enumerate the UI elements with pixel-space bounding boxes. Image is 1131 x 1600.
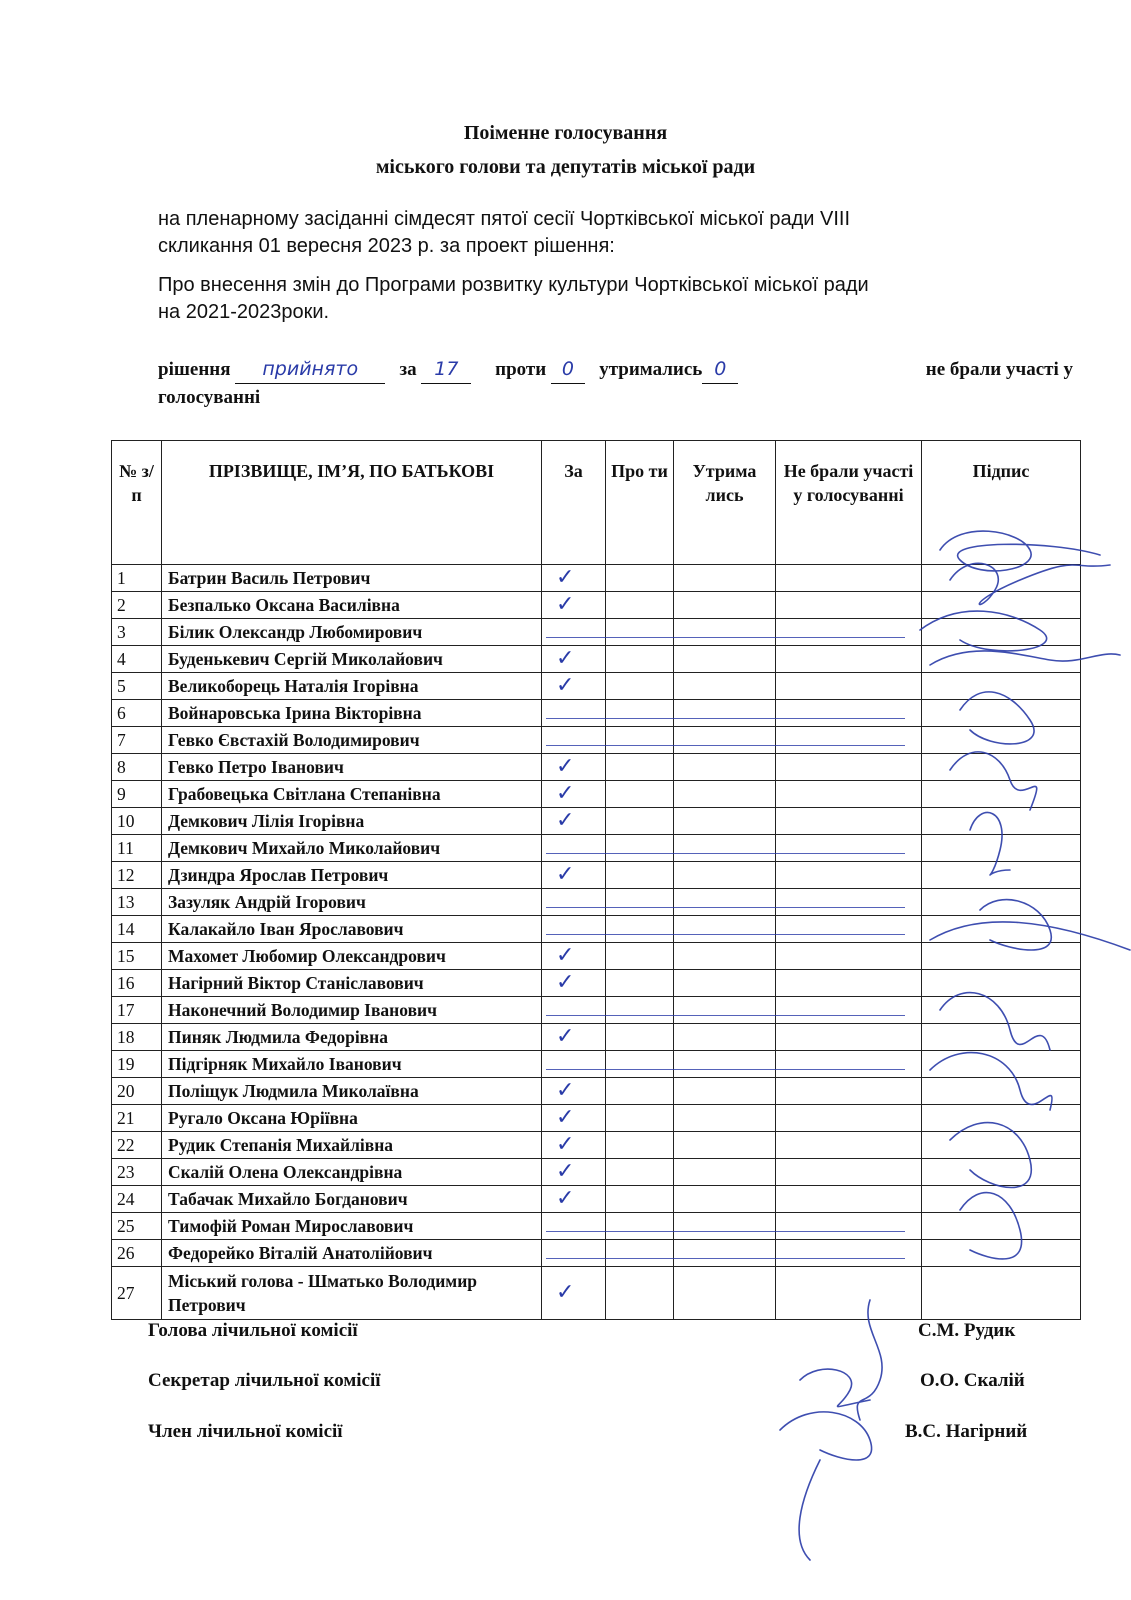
row-num: 3 [112, 619, 162, 646]
row-num: 24 [112, 1186, 162, 1213]
row-name: Демкович Лілія Ігорівна [162, 808, 542, 835]
row-abstain [674, 754, 776, 781]
row-for-mark: ✓ [542, 1105, 606, 1132]
row-name: Табачак Михайло Богданович [162, 1186, 542, 1213]
document-title-line2: міського голови та депутатів міської ради [375, 156, 756, 178]
row-num: 23 [112, 1159, 162, 1186]
for-count: 17 [421, 356, 471, 384]
row-num: 17 [112, 997, 162, 1024]
row-for-mark [542, 700, 606, 727]
row-against [606, 646, 674, 673]
decision-label: рішення [158, 359, 231, 380]
row-name: Наконечний Володимир Іванович [162, 997, 542, 1024]
header-signature: Підпис [922, 441, 1081, 565]
abstain-count: 0 [702, 356, 738, 384]
row-against [606, 1105, 674, 1132]
row-num: 16 [112, 970, 162, 997]
header-absent: Не брали участі у голосуванні [776, 441, 922, 565]
row-for-mark: ✓ [542, 1267, 606, 1320]
strike-line [546, 1221, 905, 1232]
row-abstain [674, 592, 776, 619]
row-for-mark: ✓ [542, 943, 606, 970]
intro-line-3: Про внесення змін до Програми розвитку культури Чортківської міської ради [158, 274, 869, 296]
row-against [606, 1024, 674, 1051]
row-against [606, 1078, 674, 1105]
row-name: Безпалько Оксана Василівна [162, 592, 542, 619]
row-against [606, 673, 674, 700]
row-name: Гевко Євстахій Володимирович [162, 727, 542, 754]
row-for-mark: ✓ [542, 565, 606, 592]
intro-line-4: на 2021-2023роки. [158, 301, 330, 323]
row-num: 14 [112, 916, 162, 943]
row-abstain [674, 1024, 776, 1051]
intro-line-1: на пленарному засіданні сімдесят пятої сесії Чортківської міської ради VIII [158, 208, 851, 230]
row-name: Махомет Любомир Олександрович [162, 943, 542, 970]
row-num: 9 [112, 781, 162, 808]
row-num: 22 [112, 1132, 162, 1159]
abstain-label: утримались [599, 359, 703, 380]
row-for-mark: ✓ [542, 1159, 606, 1186]
row-against [606, 1132, 674, 1159]
header-against: Про ти [606, 441, 674, 565]
row-abstain [674, 1186, 776, 1213]
signatures-column-icon [900, 510, 1131, 1290]
header-name: ПРІЗВИЩЕ, ІМ’Я, ПО БАТЬКОВІ [162, 441, 542, 565]
row-for-mark: ✓ [542, 1186, 606, 1213]
row-name: Дзиндра Ярослав Петрович [162, 862, 542, 889]
row-for-mark: ✓ [542, 1132, 606, 1159]
row-for-mark [542, 1051, 606, 1078]
chair-name: С.М. Рудик [918, 1320, 1016, 1341]
row-for-mark: ✓ [542, 970, 606, 997]
row-num: 20 [112, 1078, 162, 1105]
row-for-mark [542, 1240, 606, 1267]
row-for-mark [542, 997, 606, 1024]
row-name: Зазуляк Андрій Ігорович [162, 889, 542, 916]
row-num: 2 [112, 592, 162, 619]
strike-line [546, 735, 905, 746]
row-abstain [674, 1159, 776, 1186]
row-num: 11 [112, 835, 162, 862]
row-against [606, 1267, 674, 1320]
row-abstain [674, 565, 776, 592]
strike-line [546, 843, 905, 854]
against-count: 0 [551, 356, 585, 384]
row-num: 19 [112, 1051, 162, 1078]
intro-line-2: скликання 01 вересня 2023 р. за проект рішення: [158, 235, 615, 257]
strike-line [546, 1059, 905, 1070]
row-name: Федорейко Віталій Анатолійович [162, 1240, 542, 1267]
row-against [606, 808, 674, 835]
row-name: Буденькевич Сергій Миколайович [162, 646, 542, 673]
row-num: 4 [112, 646, 162, 673]
strike-line [546, 627, 905, 638]
row-num: 21 [112, 1105, 162, 1132]
row-abstain [674, 808, 776, 835]
commission-signatures-icon [760, 1290, 910, 1570]
row-for-mark: ✓ [542, 592, 606, 619]
row-num: 1 [112, 565, 162, 592]
row-for-mark [542, 835, 606, 862]
row-name: Калакайло Іван Ярославович [162, 916, 542, 943]
row-for-mark: ✓ [542, 1078, 606, 1105]
row-for-mark: ✓ [542, 862, 606, 889]
row-num: 13 [112, 889, 162, 916]
row-abstain [674, 673, 776, 700]
row-name: Підгірняк Михайло Іванович [162, 1051, 542, 1078]
row-for-mark: ✓ [542, 781, 606, 808]
row-against [606, 754, 674, 781]
row-name: Великоборець Наталія Ігорівна [162, 673, 542, 700]
row-name: Білик Олександр Любомирович [162, 619, 542, 646]
for-label: за [399, 359, 417, 380]
row-against [606, 565, 674, 592]
row-abstain [674, 862, 776, 889]
row-for-mark: ✓ [542, 1024, 606, 1051]
strike-line [546, 897, 905, 908]
row-abstain [674, 1132, 776, 1159]
member-name: В.С. Нагірний [905, 1421, 1028, 1442]
row-for-mark [542, 1213, 606, 1240]
strike-line [546, 924, 905, 935]
chair-label: Голова лічильної комісії [148, 1320, 358, 1341]
row-num: 18 [112, 1024, 162, 1051]
row-against [606, 862, 674, 889]
row-num: 6 [112, 700, 162, 727]
row-abstain [674, 646, 776, 673]
row-for-mark: ✓ [542, 808, 606, 835]
row-num: 25 [112, 1213, 162, 1240]
row-for-mark [542, 727, 606, 754]
header-abstain: Утрима лись [674, 441, 776, 565]
secretary-label: Секретар лічильної комісії [148, 1370, 381, 1391]
row-for-mark: ✓ [542, 673, 606, 700]
strike-line [546, 1248, 905, 1259]
row-num: 27 [112, 1267, 162, 1320]
row-abstain [674, 1105, 776, 1132]
row-against [606, 943, 674, 970]
row-against [606, 970, 674, 997]
absent-label-2: голосуванні [158, 387, 261, 408]
row-name: Нагірний Віктор Станіславович [162, 970, 542, 997]
header-num: № з/п [112, 441, 162, 565]
row-name: Пиняк Людмила Федорівна [162, 1024, 542, 1051]
vote-summary [158, 356, 1073, 411]
row-for-mark: ✓ [542, 646, 606, 673]
row-name: Поліщук Людмила Миколаївна [162, 1078, 542, 1105]
row-num: 5 [112, 673, 162, 700]
row-name: Демкович Михайло Миколайович [162, 835, 542, 862]
absent-label: не брали участі у [925, 359, 1073, 380]
row-name: Тимофій Роман Мирославович [162, 1213, 542, 1240]
row-name: Грабовецька Світлана Степанівна [162, 781, 542, 808]
row-name: Батрин Василь Петрович [162, 565, 542, 592]
row-num: 10 [112, 808, 162, 835]
row-against [606, 1186, 674, 1213]
row-num: 26 [112, 1240, 162, 1267]
decision-value: прийнято [235, 356, 385, 384]
row-for-mark: ✓ [542, 754, 606, 781]
row-abstain [674, 943, 776, 970]
row-num: 8 [112, 754, 162, 781]
document-title-line1: Поіменне голосування [463, 122, 668, 144]
row-name: Рудик Степанія Михайлівна [162, 1132, 542, 1159]
row-name: Ругало Оксана Юріївна [162, 1105, 542, 1132]
row-for-mark [542, 619, 606, 646]
row-for-mark [542, 916, 606, 943]
member-label: Член лічильної комісії [148, 1421, 343, 1442]
row-num: 15 [112, 943, 162, 970]
row-num: 12 [112, 862, 162, 889]
row-abstain [674, 970, 776, 997]
secretary-name: О.О. Скалій [920, 1370, 1025, 1391]
strike-line [546, 708, 905, 719]
row-abstain [674, 1078, 776, 1105]
header-for: За [542, 441, 606, 565]
row-against [606, 1159, 674, 1186]
row-name: Войнаровська Ірина Вікторівна [162, 700, 542, 727]
row-num: 7 [112, 727, 162, 754]
row-abstain [674, 781, 776, 808]
row-for-mark [542, 889, 606, 916]
row-name: Гевко Петро Іванович [162, 754, 542, 781]
strike-line [546, 1005, 905, 1016]
row-name: Міський голова - Шматько Володимир Петрович [162, 1267, 542, 1320]
row-against [606, 781, 674, 808]
against-label: проти [495, 359, 547, 380]
row-name: Скалій Олена Олександрівна [162, 1159, 542, 1186]
row-against [606, 592, 674, 619]
